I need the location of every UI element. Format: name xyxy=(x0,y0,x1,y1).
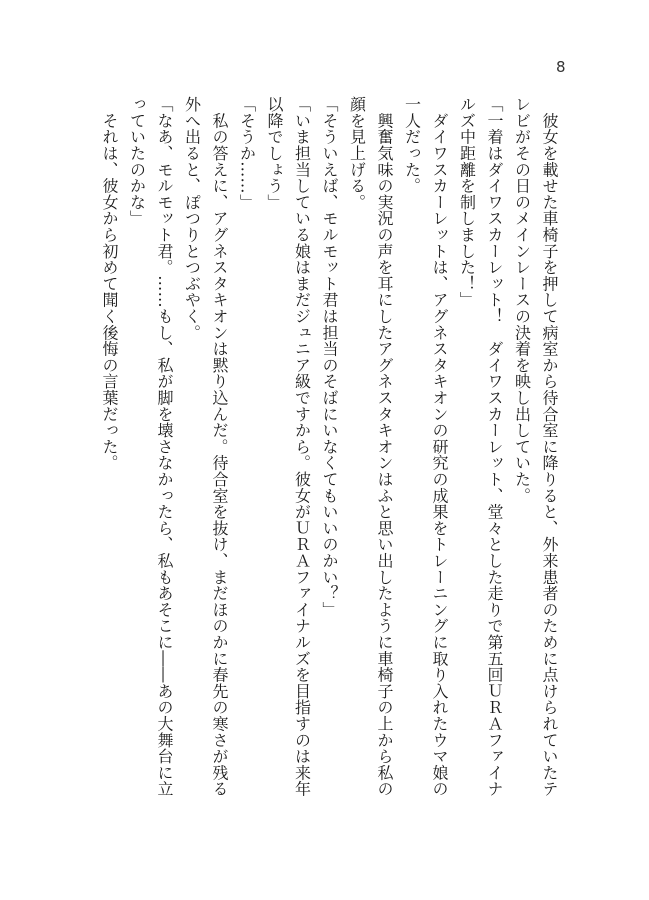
text-line-5: ダイワスカーレットは、アグネスタキオンの研究の成果をトレーニングに取り入れたウマ娘の xyxy=(430,96,449,797)
text-line-7: 興奮気味の実況の声を耳にしたアグネスタキオンはふと思い出したように車椅子の上から私の xyxy=(375,96,394,797)
text-line-8: 顔を見上げる。 xyxy=(347,96,367,211)
text-line-11: 以降でしょう」 xyxy=(265,96,284,211)
text-line-12: 「そうか……」 xyxy=(237,96,257,211)
text-line-13: 私の答えに、アグネスタキオンは黙り込んだ。待合室を抜け、まだほのかに春先の寒さが残る xyxy=(210,96,229,797)
text-line-16: っていたのかな」 xyxy=(127,96,147,227)
text-line-17: それは、彼女から初めて聞く後悔の言葉だった。 xyxy=(100,96,119,471)
text-line-9: 「そういえば、モルモット君は担当のそばにいなくてもいいのかい？」 xyxy=(320,96,339,618)
text-line-1: 彼女を載せた車椅子を押して病室から待合室に降りると、外来患者のために点けられていたテ xyxy=(540,96,559,797)
text-line-3: 「一着はダイワスカーレット！ ダイワスカーレット、堂々とした走りで第五回ＵＲＡファイナ xyxy=(485,96,504,797)
text-line-10: 「いま担当している娘はまだジュニア級ですから。彼女がＵＲＡファイナルズを目指すのは来年 xyxy=(292,96,312,797)
page-number: 8 xyxy=(556,58,566,76)
text-line-4: ルズ中距離を制しました！」 xyxy=(457,96,477,308)
vertical-text-body xyxy=(96,96,564,816)
text-line-14: 外へ出ると、ぽつりとつぶやく。 xyxy=(182,96,202,341)
text-line-2: レビがその日のメインレースの決着を映し出していた。 xyxy=(512,96,532,504)
text-line-15: 「なあ、モルモット君。……もし、私が脚を壊さなかったら、私もあそこに――あの大舞台に立 xyxy=(155,96,174,797)
text-line-6: 一人だった。 xyxy=(402,96,422,194)
